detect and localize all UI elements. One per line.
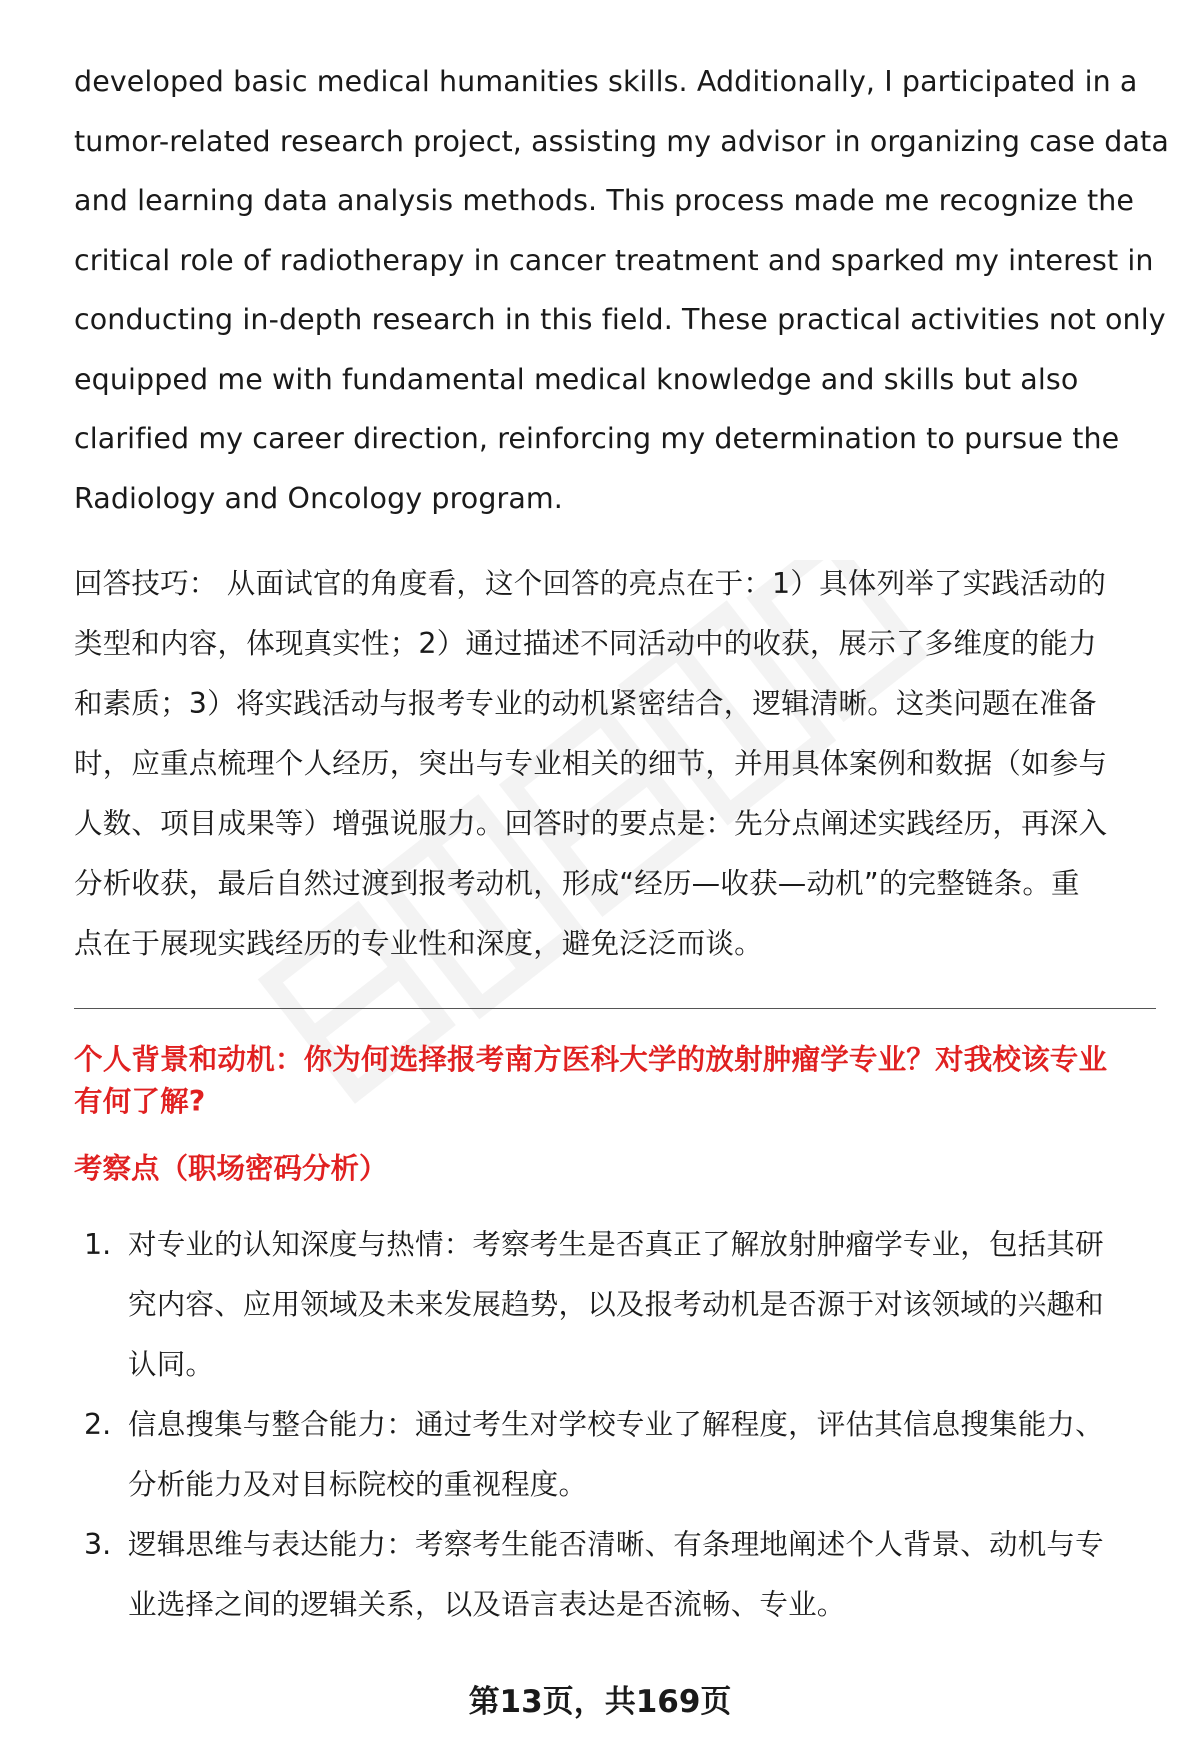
intro-paragraph: [74, 52, 1169, 528]
list-item-line: 分析能力及对目标院校的重视程度。: [128, 1468, 588, 1501]
paragraph-line: clarified my career direction, reinforcing my determination to pursue the: [74, 422, 1120, 455]
list-item-line: 业选择之间的逻辑关系，以及语言表达是否流畅、专业。: [128, 1588, 846, 1621]
answer-tips: [74, 554, 1156, 974]
list-item-number: 2.: [84, 1408, 112, 1441]
paragraph-line: Radiology and Oncology program.: [74, 481, 563, 515]
list-item-number: 3.: [84, 1528, 112, 1561]
list-item-line: 认同。: [128, 1348, 215, 1381]
list-item-number: 1.: [84, 1228, 112, 1261]
question-heading: [74, 1039, 1156, 1123]
document-page: [74, 52, 1169, 1635]
assessment-subheading: 考察点（职场密码分析）: [74, 1152, 388, 1185]
tips-line: 回答技巧： 从面试官的角度看，这个回答的亮点在于：1）具体列举了实践活动的: [74, 567, 1107, 600]
paragraph-line: equipped me with fundamental medical knowledge and skills but also: [74, 362, 1079, 396]
tips-line: 点在于展现实践经历的专业性和深度，避免泛泛而谈。: [74, 927, 763, 960]
section-divider: [74, 1008, 1156, 1009]
list-item: [74, 1515, 1156, 1635]
paragraph-line: tumor-related research project, assisting my advisor in organizing case data: [74, 124, 1169, 158]
tips-line: 和素质；3）将实践活动与报考专业的动机紧密结合，逻辑清晰。这类问题在准备: [74, 687, 1097, 720]
question-line: 个人背景和动机：你为何选择报考南方医科大学的放射肿瘤学专业？对我校该专业: [74, 1043, 1108, 1076]
paragraph-line: developed basic medical humanities skills. Additionally, I participated in a: [74, 65, 1138, 98]
list-item-line: 逻辑思维与表达能力：考察考生能否清晰、有条理地阐述个人背景、动机与专: [128, 1528, 1104, 1561]
list-item: [74, 1215, 1156, 1395]
question-line: 有何了解?: [74, 1085, 206, 1118]
list-item: [74, 1395, 1156, 1515]
assessment-points-list: [74, 1215, 1156, 1635]
paragraph-line: critical role of radiotherapy in cancer treatment and sparked my interest in: [74, 243, 1154, 277]
list-item-line: 对专业的认知深度与热情：考察考生是否真正了解放射肿瘤学专业，包括其研: [128, 1228, 1104, 1261]
list-item-line: 究内容、应用领域及未来发展趋势，以及报考动机是否源于对该领域的兴趣和: [128, 1288, 1104, 1321]
tips-line: 时，应重点梳理个人经历，突出与专业相关的细节，并用具体案例和数据（如参与: [74, 747, 1108, 780]
paragraph-line: conducting in-depth research in this field. These practical activities not only: [74, 303, 1166, 336]
tips-line: 人数、项目成果等）增强说服力。回答时的要点是：先分点阐述实践经历，再深入: [74, 807, 1108, 840]
list-item-line: 信息搜集与整合能力：通过考生对学校专业了解程度，评估其信息搜集能力、: [128, 1408, 1104, 1441]
tips-line: 类型和内容，体现真实性；2）通过描述不同活动中的收获，展示了多维度的能力: [74, 627, 1097, 660]
paragraph-line: and learning data analysis methods. This process made me recognize the: [74, 184, 1135, 217]
tips-line: 分析收获，最后自然过渡到报考动机，形成“经历—收获—动机”的完整链条。重: [74, 867, 1080, 900]
page-number-footer: 第13页，共169页: [468, 1684, 732, 1720]
